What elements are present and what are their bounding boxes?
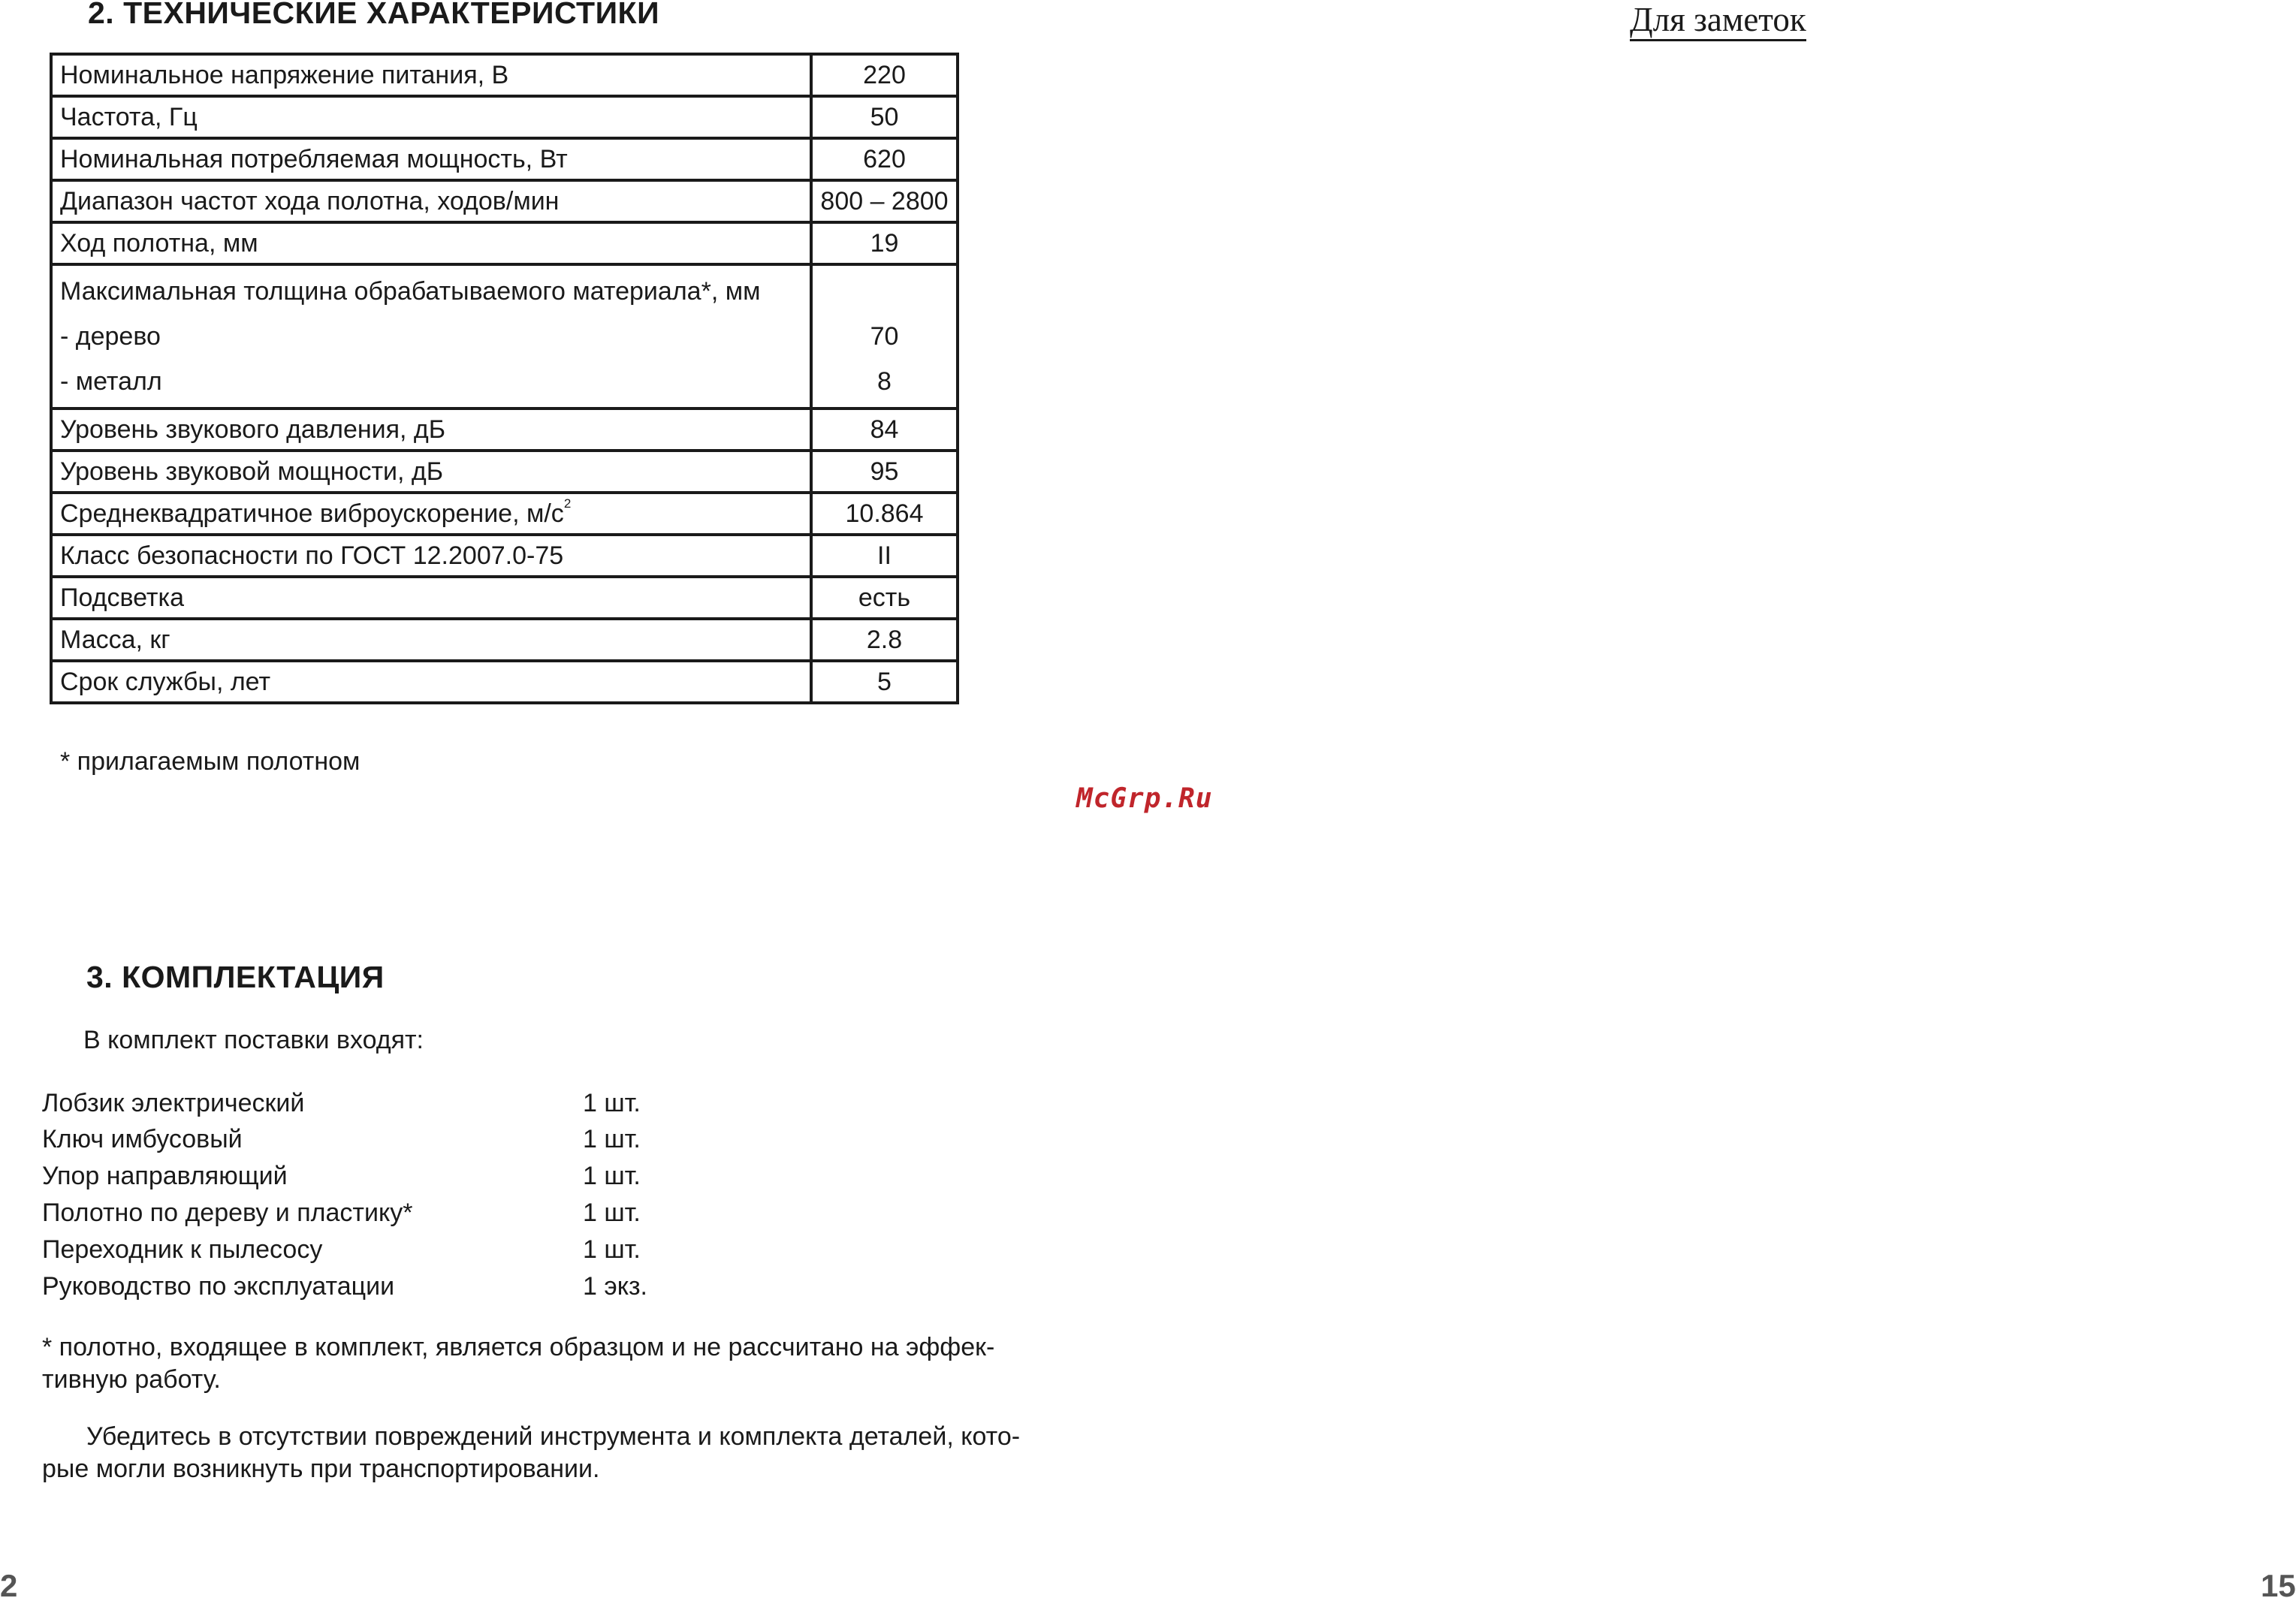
table-row <box>51 180 958 222</box>
section3-title: 3. КОМПЛЕКТАЦИЯ <box>86 960 385 994</box>
spec-label: Диапазон частот хода полотна, ходов/мин <box>51 180 811 222</box>
kit-item-name: Руководство по эксплуатации <box>42 1272 395 1301</box>
spec-label: Частота, Гц <box>51 96 811 138</box>
specs-table <box>50 53 959 704</box>
table-row <box>51 96 958 138</box>
watermark: McGrp.Ru <box>1076 783 1213 814</box>
table-row <box>51 222 958 264</box>
kit-item-name: Переходник к пылесосу <box>42 1235 323 1264</box>
kit-note-line1: * полотно, входящее в комплект, является образцом и не рассчитано на эффек- <box>42 1333 995 1361</box>
thickness-metal-value: 8 <box>877 367 892 396</box>
table-row <box>51 138 958 180</box>
spec-value: 10.864 <box>811 493 958 535</box>
spec-value: 800 – 2800 <box>811 180 958 222</box>
thickness-label: Максимальная толщина обрабатываемого материала*, мм <box>60 277 761 306</box>
table-row <box>51 661 958 703</box>
spec-label: Уровень звукового давления, дБ <box>51 409 811 451</box>
spec-label: Класс безопасности по ГОСТ 12.2007.0-75 <box>51 535 811 577</box>
page-number-right: 15 <box>2261 1568 2296 1603</box>
kit-item-name: Упор направляющий <box>42 1162 288 1190</box>
spec-label: Масса, кг <box>51 619 811 661</box>
kit-check-line1: Убедитесь в отсутствии повреждений инструмента и комплекта деталей, кото- <box>86 1422 1021 1451</box>
kit-note-line2: тивную работу. <box>42 1365 221 1394</box>
table-footnote: * прилагаемым полотном <box>60 747 361 776</box>
spec-value: 19 <box>811 222 958 264</box>
page-number-left: 2 <box>0 1568 18 1603</box>
spec-label: Срок службы, лет <box>51 661 811 703</box>
vibration-superscript: 2 <box>563 496 572 511</box>
table-row <box>51 577 958 619</box>
spec-value: есть <box>811 577 958 619</box>
kit-item-name: Полотно по дереву и пластику* <box>42 1198 413 1227</box>
spec-label: Подсветка <box>51 577 811 619</box>
kit-item-qty: 1 шт. <box>583 1162 641 1190</box>
kit-item-name: Лобзик электрический <box>42 1089 305 1117</box>
spec-value: 95 <box>811 451 958 493</box>
kit-item-qty: 1 шт. <box>583 1125 641 1153</box>
thickness-wood-label: - дерево <box>60 322 161 351</box>
kit-item-qty: 1 шт. <box>583 1198 641 1227</box>
table-row <box>51 451 958 493</box>
table-row-thickness <box>51 264 958 409</box>
spec-value: 220 <box>811 54 958 96</box>
table-row <box>51 619 958 661</box>
spec-label: Уровень звуковой мощности, дБ <box>51 451 811 493</box>
notes-title: Для заметок <box>1630 0 1806 41</box>
thickness-wood-value: 70 <box>870 322 899 351</box>
spec-value: 620 <box>811 138 958 180</box>
thickness-values <box>811 264 958 409</box>
section2-title: 2. ТЕХНИЧЕСКИЕ ХАРАКТЕРИСТИКИ <box>88 0 660 30</box>
kit-item-qty: 1 экз. <box>583 1272 647 1301</box>
table-row <box>51 535 958 577</box>
spec-label: Ход полотна, мм <box>51 222 811 264</box>
kit-item-qty: 1 шт. <box>583 1089 641 1117</box>
spec-value: 84 <box>811 409 958 451</box>
kit-item-name: Ключ имбусовый <box>42 1125 243 1153</box>
spec-value: 5 <box>811 661 958 703</box>
thickness-labels <box>51 264 811 409</box>
thickness-metal-label: - металл <box>60 367 162 396</box>
spec-value: II <box>811 535 958 577</box>
kit-intro: В комплект поставки входят: <box>83 1026 424 1054</box>
table-row <box>51 54 958 96</box>
table-row <box>51 409 958 451</box>
vibration-label-text: Среднеквадратичное виброускорение, м/с <box>60 499 564 528</box>
kit-item-qty: 1 шт. <box>583 1235 641 1264</box>
vibration-label <box>51 493 811 535</box>
kit-check-line2: рые могли возникнуть при транспортировании. <box>42 1455 600 1483</box>
spec-label: Номинальное напряжение питания, В <box>51 54 811 96</box>
spec-label: Номинальная потребляемая мощность, Вт <box>51 138 811 180</box>
spec-value: 2.8 <box>811 619 958 661</box>
spec-value: 50 <box>811 96 958 138</box>
table-row <box>51 493 958 535</box>
